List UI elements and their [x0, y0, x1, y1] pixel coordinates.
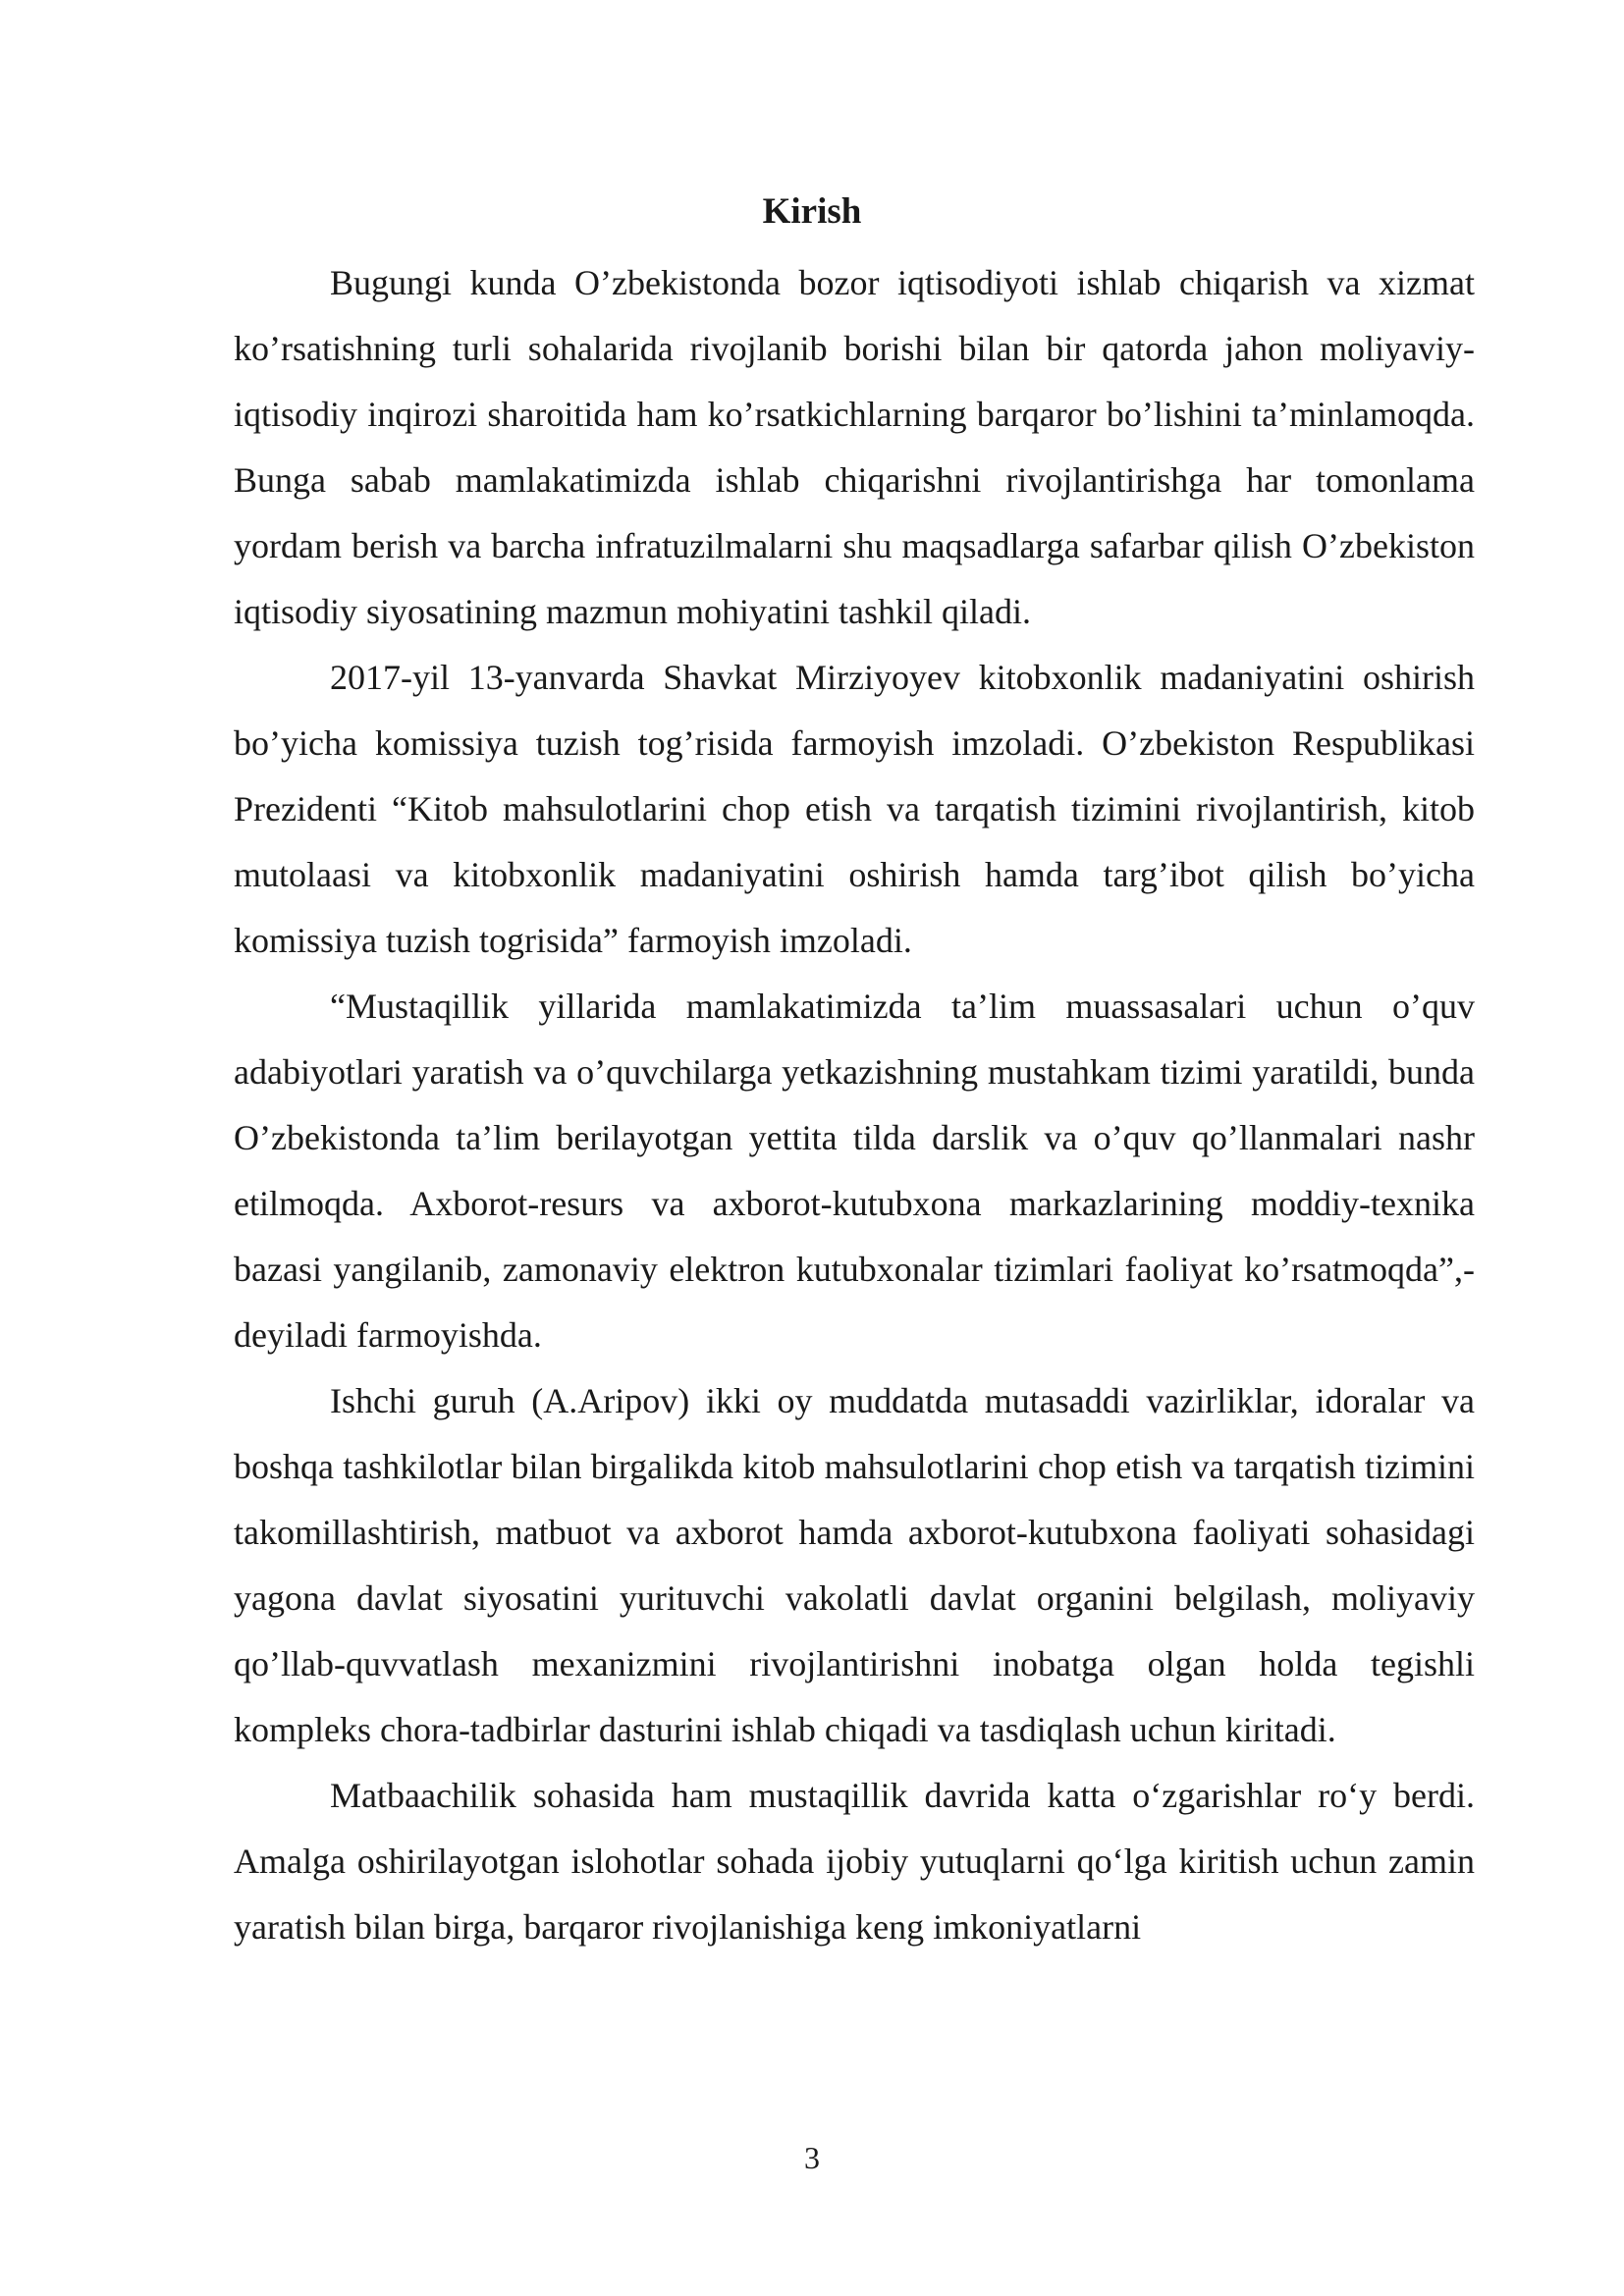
paragraph-quote: “Mustaqillik yillarida mamlakatimizda ta’lim muassasalari uchun o’quv adabiyotlari yaratish va o’quvchilarga yetkazishning mustahkam tizimi yaratildi, bunda O’zbekistonda ta’lim berilayotgan yettita tilda darslik va o’quv qo’llanmalari nashr etilmoqda. Axborot-resurs va axborot-kutubxona markazlarining moddiy-texnika bazasi yangilanib, zamonaviy elektron kutubxonalar tizimlari faoliyat ko’rsatmoqda”,-deyiladi farmoyishda.: [234, 987, 1475, 1355]
paragraph-printing: Matbaachilik sohasida ham mustaqillik davrida katta o‘zgarishlar ro‘y berdi. Amalga oshirilayotgan islohotlar sohada ijobiy yutuqlarni qo‘lga kiritish uchun zamin yaratish bilan birga, barqaror rivojlanishiga keng imkoniyatlarni: [234, 1776, 1475, 1947]
paragraph-working-group: Ishchi guruh (A.Aripov) ikki oy muddatda mutasaddi vazirliklar, idoralar va boshqa tashkilotlar bilan birgalikda kitob mahsulotlarini chop etish va tarqatish tizimini takomillashtirish, matbuot va axborot hamda axborot-kutubxona faoliyati sohasidagi yagona davlat siyosatini yurituvchi vakolatli davlat organini belgilash, moliyaviy qo’llab-quvvatlash mexanizmini rivojlantirishni inobatga olgan holda tegishli kompleks chora-tadbirlar dasturini ishlab chiqadi va tasdiqlash uchun kiritadi.: [234, 1381, 1475, 1749]
paragraph-intro: Bugungi kunda O’zbekistonda bozor iqtisodiyoti ishlab chiqarish va xizmat ko’rsatishning turli sohalarida rivojlanib borishi bilan bir qatorda jahon moliyaviy-iqtisodiy inqirozi sharoitida ham ko’rsatkichlarning barqaror bo’lishini ta’minlamoqda. Bunga sabab mamlakatimizda ishlab chiqarishni rivojlantirishga har tomonlama yordam berish va barcha infratuzilmalarni shu maqsadlarga safarbar qilish O’zbekiston iqtisodiy siyosatining mazmun mohiyatini tashkil qiladi.: [234, 263, 1475, 631]
page-number: 3: [804, 2140, 820, 2175]
paragraph-decree: 2017-yil 13-yanvarda Shavkat Mirziyoyev kitobxonlik madaniyatini oshirish bo’yicha komissiya tuzish tog’risida farmoyish imzoladi. O’zbekiston Respublikasi Prezidenti “Kitob mahsulotlarini chop etish va tarqatish tizimini rivojlantirish, kitob mutolaasi va kitobxonlik madaniyatini oshirish hamda targ’ibot qilish bo’yicha komissiya tuzish togrisida” farmoyish imzoladi.: [234, 658, 1475, 960]
section-title: Kirish: [762, 191, 862, 232]
body-text: [234, 250, 1475, 1960]
